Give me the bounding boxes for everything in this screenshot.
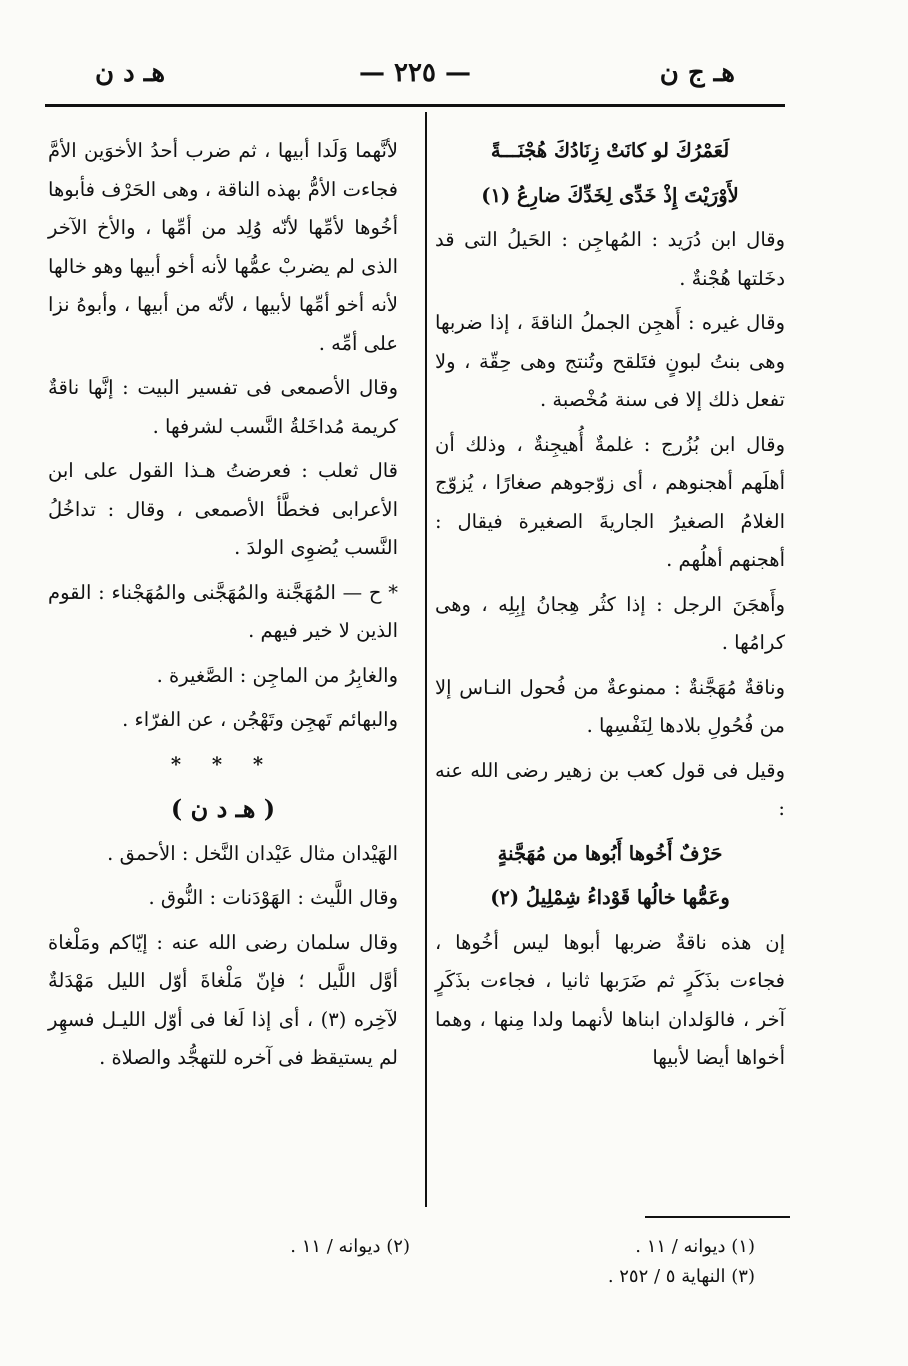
paragraph: وقال غيره : أَهجِن الجملُ الناقةَ ، إذا ضربها وهى بنتُ لبونٍ فتَلقح وتُنتج وهى حِقّة ، ولا تفعل ذلك إلا فى سنة مُخْصبة . [435, 311, 785, 411]
left-column [48, 132, 398, 1084]
paragraph: وقال ابن دُرَيد : المُهاجِن : الحَيلُ التى قد دخَلتها هُجْنةٌ . [435, 228, 785, 290]
paragraph: والغابِرُ من الماجِن : الصَّغيرة . [156, 663, 398, 687]
paragraph: وقال اللَّيث : الهَوْدَنات : النُّوق . [148, 886, 398, 909]
running-head-left: هـ د ن [95, 58, 166, 88]
footnote-rule [645, 1216, 790, 1218]
verse-line: لَعَمْرُكَ لو كانَتْ زِنَادُكَ هُجْنَـــةً [490, 139, 730, 162]
paragraph: قال ثعلب : فعرضتُ هـذا القول على ابن الأعرابى فخطَّأ الأصمعى ، وقال : تداخُلُ النَّسب يُضوِى الولدَ . [48, 459, 398, 559]
page-header [45, 58, 785, 98]
verse-line: لأَوْرَيْتَ إِذْ خَدِّى لِخَدِّكَ ضارِعُ (١) [481, 183, 739, 207]
paragraph: إن هذه ناقةٌ ضربها أبوها ليس أخُوها ، فجاءت بذَكَرٍ ثم ضَرَبها ثانيا ، فجاءت بذَكَرٍ آخر ، فالوَلدان ابناها لأنهما ولدا مِنها ، وهما أخواها أيضا لأبيها [435, 930, 785, 1069]
footnotes-right [560, 1232, 755, 1292]
paragraph: الهَيْدان مثال عَيْدان النَّخل : الأحمق . [107, 841, 398, 865]
footnote: (٢) ديوانه / ١١ . [290, 1236, 410, 1257]
paragraph: لأنَّهما وَلَدا أبيها ، ثم ضرب أحدُ الأخوَين الأمَّ فجاءت الأمُّ بهذه الناقة ، وهى الحَرْف فأبوها أخُوها لأمِّها لأنّه وُلِد من أمِّها ، والأخ الآخر الذى لم يضربْ عمُّها لأنه أخو أبيها وهو خالها لأنه أخو أمِّها لأبيها ، لأنّه من أبيها ، وأبوهُ نزا على أمِّه . [48, 139, 398, 355]
verse-line: وعَمُّها خالُها قَوْداءُ شِمْلِيلُ (٢) [490, 886, 730, 909]
paragraph: وقال الأصمعى فى تفسير البيت : إنَّها ناقةٌ كريمة مُداخَلةُ النَّسب لشرفها . [48, 376, 398, 438]
page-number: — ٢٢٥ — [358, 58, 472, 88]
footnotes-left [250, 1232, 410, 1262]
paragraph: وناقةٌ مُهَجَّنةٌ : ممنوعةٌ من فُحول النـاس إلا من فُحُولِ بلادها لِنَفْسِها . [435, 675, 785, 737]
footnote: (٣) النهاية ٥ / ٢٥٢ . [607, 1266, 755, 1287]
verse-line: حَرْفٌ أَخُوها أَبُوها من مُهَجَّنةٍ [497, 841, 723, 865]
right-column [435, 132, 785, 1084]
paragraph: وقال ابن بُزُرج : غلمةٌ أُهيجِنةٌ ، وذلك أن أهلَهم أهجنوهم ، أى زوّجوهم صغارًا ، يُزوّج الغلامُ الصغيرُ الجاريةَ الصغيرة فيقال : أهجنهم أهلُهم . [435, 432, 785, 571]
column-divider [425, 112, 427, 1207]
paragraph: والبهائم تَهجِن وتَهْجُن ، عن الفرّاء . [122, 708, 398, 731]
running-head-right: هـ ج ن [659, 58, 735, 88]
footnote: (١) ديوانه / ١١ . [635, 1236, 755, 1257]
section-separator: * * * [170, 752, 276, 776]
entry-heading: ( هـ د ن ) [170, 794, 276, 823]
header-rule [45, 104, 785, 107]
paragraph: * ح — المُهَجَّنة والمُهَجَّنى والمُهَجْناء : القوم الذين لا خير فيهم . [48, 580, 398, 642]
paragraph: وقال سلمان رضى الله عنه : إيّاكم ومَلْغاة أوَّل اللَّيل ؛ فإنّ مَلْغاةَ أوّل الليل مَهْدَلةٌ لآخِره (٣) ، أى إذا لَغا فى أوّل الليـل فسهِر لم يستيقظ فى آخره للتهجُّد والصلاة . [48, 930, 398, 1069]
paragraph: وأَهجَنَ الرجل : إذا كثُر هِجانُ إبِلِه ، وهى كرامُها . [435, 592, 785, 654]
paragraph: وقيل فى قول كعب بن زهير رضى الله عنه : [435, 758, 785, 820]
